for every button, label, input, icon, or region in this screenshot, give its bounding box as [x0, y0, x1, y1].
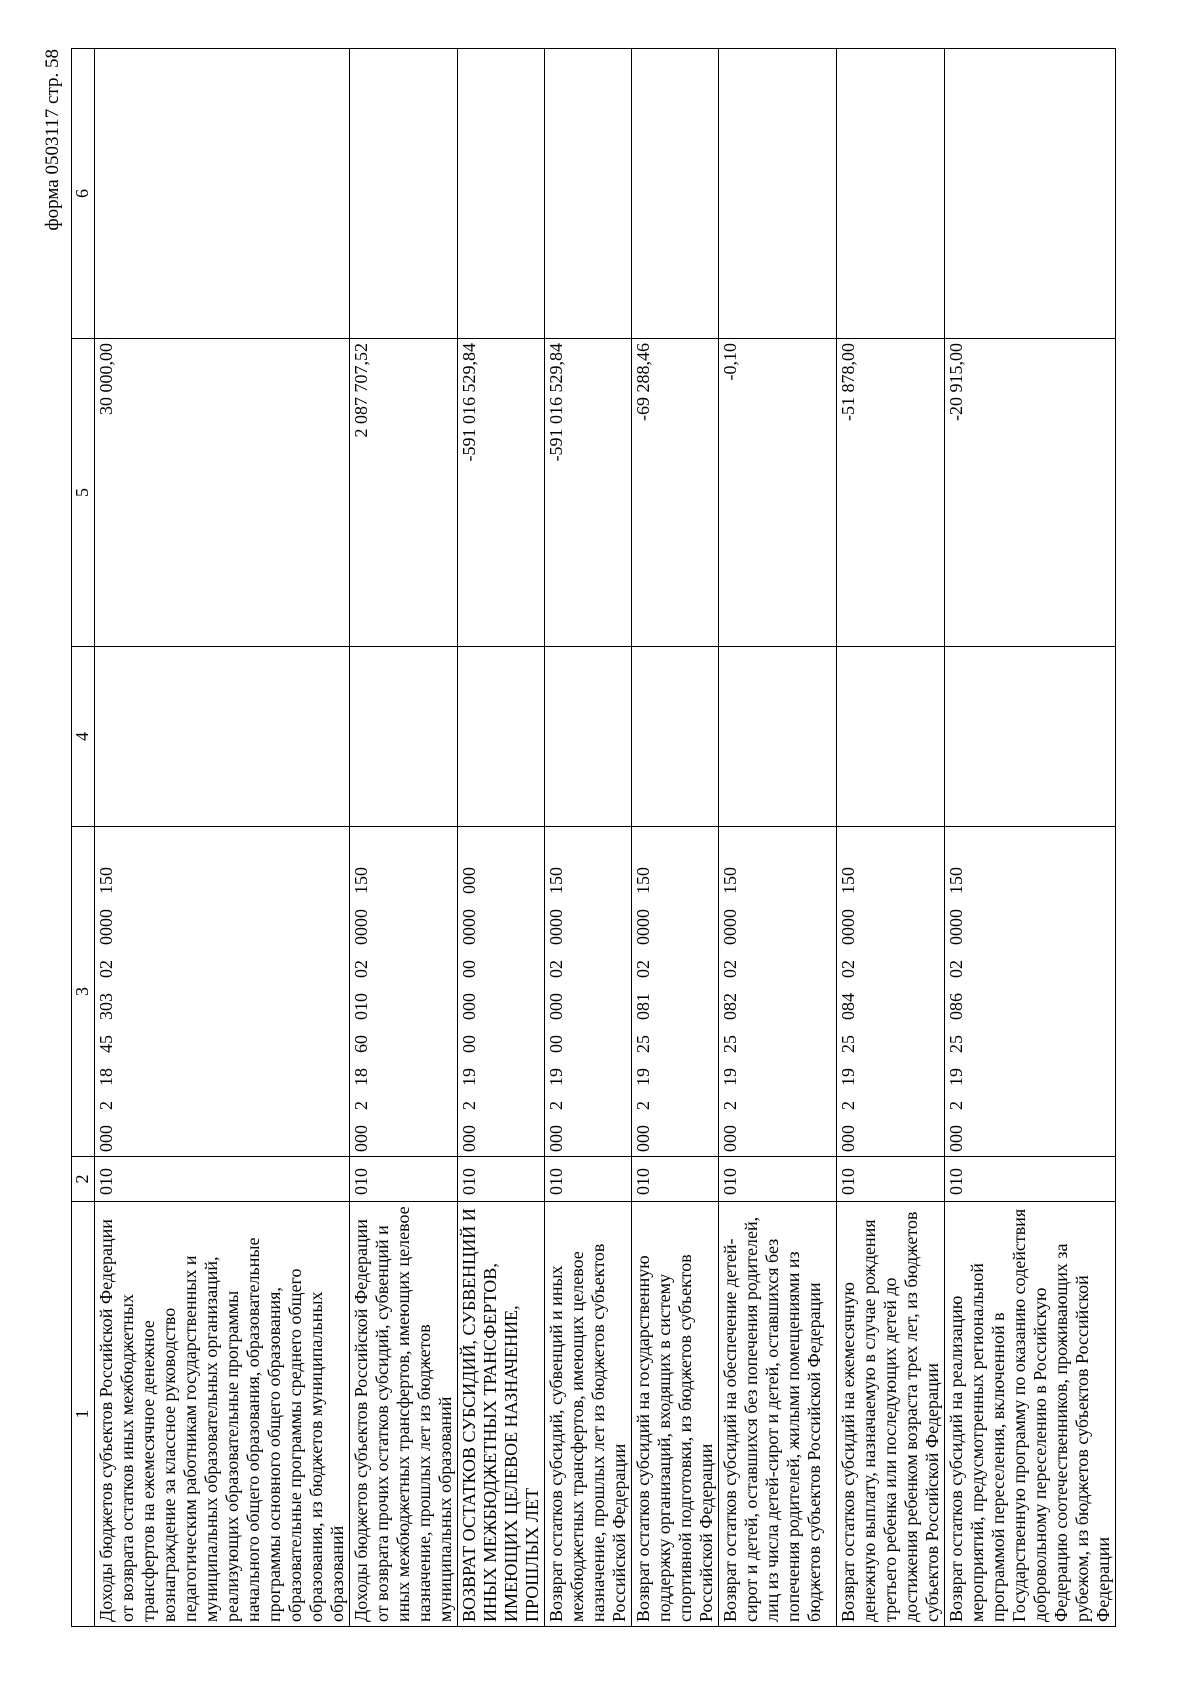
row-col4 [632, 647, 719, 827]
row-col4 [350, 647, 458, 827]
row-amount: 2 087 707,52 [350, 339, 458, 647]
row-line-code: 010 [350, 1157, 458, 1202]
column-header-1: 1 [72, 1202, 95, 1627]
row-line-code: 010 [719, 1157, 837, 1202]
column-header-4: 4 [72, 647, 95, 827]
column-header-6: 6 [72, 49, 95, 339]
row-col6 [632, 49, 719, 339]
table-row [719, 49, 837, 1627]
row-kbk: 000 2 19 00 000 02 0000 150 [545, 827, 632, 1157]
row-name: Возврат остатков субсидий на обеспечение детей-сирот и детей, оставшихся без попечения родителей, лиц из числа детей-сирот и детей, оставшихся без попечения родителей, жилыми помещениями из бюджетов субъектов Российской Федерации [719, 1202, 837, 1627]
table-row [545, 49, 632, 1627]
row-kbk: 000 2 19 25 082 02 0000 150 [719, 827, 837, 1157]
row-kbk: 000 2 19 25 086 02 0000 150 [945, 827, 1116, 1157]
row-name: ВОЗВРАТ ОСТАТКОВ СУБСИДИЙ, СУБВЕНЦИЙ И ИНЫХ МЕЖБЮДЖЕТНЫХ ТРАНСФЕРТОВ, ИМЕЮЩИХ ЦЕЛЕВОЕ НАЗНАЧЕНИЕ, ПРОШЛЫХ ЛЕТ [458, 1202, 545, 1627]
row-line-code: 010 [837, 1157, 945, 1202]
row-line-code: 010 [95, 1157, 350, 1202]
report-table [71, 48, 1116, 1627]
row-col6 [458, 49, 545, 339]
row-kbk: 000 2 19 00 000 00 0000 000 [458, 827, 545, 1157]
row-col6 [719, 49, 837, 339]
row-kbk: 000 2 19 25 081 02 0000 150 [632, 827, 719, 1157]
table-row [95, 49, 350, 1627]
column-header-2: 2 [72, 1157, 95, 1202]
table-row [945, 49, 1116, 1627]
table-row [837, 49, 945, 1627]
row-amount: -51 878,00 [837, 339, 945, 647]
row-col4 [719, 647, 837, 827]
table-row [632, 49, 719, 1627]
form-label: форма 0503117 стр. 58 [42, 49, 63, 231]
row-amount: -0,10 [719, 339, 837, 647]
row-amount: -591 016 529,84 [458, 339, 545, 647]
row-col6 [350, 49, 458, 339]
row-col4 [95, 647, 350, 827]
row-name: Возврат остатков субсидий, субвенций и иных межбюджетных трансфертов, имеющих целевое назначение, прошлых лет из бюджетов субъектов Российской Федерации [545, 1202, 632, 1627]
row-amount: -591 016 529,84 [545, 339, 632, 647]
row-col6 [95, 49, 350, 339]
row-col6 [837, 49, 945, 339]
row-line-code: 010 [945, 1157, 1116, 1202]
header-row [72, 49, 95, 1627]
table-header [72, 49, 95, 1627]
table-body [95, 49, 1116, 1627]
row-name: Доходы бюджетов субъектов Российской Федерации от возврата прочих остатков субсидий, субвенций и иных межбюджетных трансфертов, имеющих целевое назначение, прошлых лет из бюджетов муниципальных образований [350, 1202, 458, 1627]
row-col4 [545, 647, 632, 827]
row-amount: -69 288,46 [632, 339, 719, 647]
row-name: Доходы бюджетов субъектов Российской Федерации от возврата остатков иных межбюджетных трансфертов на ежемесячное денежное вознаграждение за классное руководство педагогическим работникам государственных и муниципальных образовательных организаций, реализующих образовательные программы начального общего образования, образовательные программы основного общего образования, образовательные программы среднего общего образования, из бюджетов муниципальных образований [95, 1202, 350, 1627]
row-col4 [837, 647, 945, 827]
row-name: Возврат остатков субсидий на реализацию мероприятий, предусмотренных региональной программой переселения, включенной в Государственную программу по оказанию содействия добровольному переселению в Российскую Федерацию соотечественников, проживающих за рубежом, из бюджетов субъектов Российской Федерации [945, 1202, 1116, 1627]
row-amount: -20 915,00 [945, 339, 1116, 647]
row-line-code: 010 [545, 1157, 632, 1202]
table-row [350, 49, 458, 1627]
row-line-code: 010 [632, 1157, 719, 1202]
row-name: Возврат остатков субсидий на государственную поддержку организаций, входящих в систему спортивной подготовки, из бюджетов субъектов Российской Федерации [632, 1202, 719, 1627]
row-col4 [458, 647, 545, 827]
column-header-3: 3 [72, 827, 95, 1157]
column-header-5: 5 [72, 339, 95, 647]
row-col4 [945, 647, 1116, 827]
row-line-code: 010 [458, 1157, 545, 1202]
row-amount: 30 000,00 [95, 339, 350, 647]
row-kbk: 000 2 18 60 010 02 0000 150 [350, 827, 458, 1157]
row-col6 [945, 49, 1116, 339]
row-col6 [545, 49, 632, 339]
row-kbk: 000 2 19 25 084 02 0000 150 [837, 827, 945, 1157]
table-row [458, 49, 545, 1627]
row-name: Возврат остатков субсидий на ежемесячную денежную выплату, назначаемую в случае рождения третьего ребенка или последующих детей до достижения ребенком возраста трех лет, из бюджетов субъектов Российской Федерации [837, 1202, 945, 1627]
row-kbk: 000 2 18 45 303 02 0000 150 [95, 827, 350, 1157]
